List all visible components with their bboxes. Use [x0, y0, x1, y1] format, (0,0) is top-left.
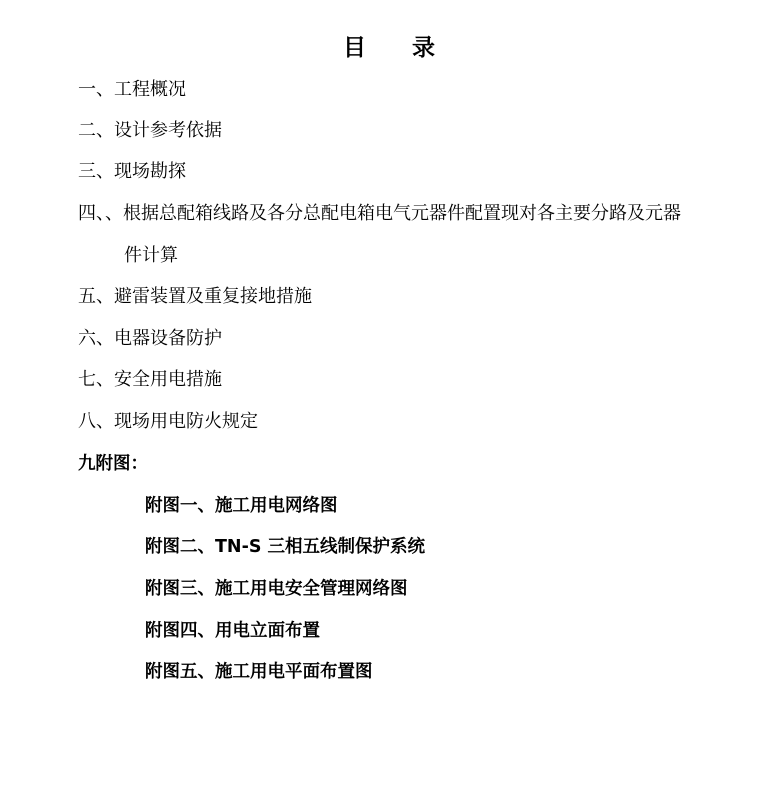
- appendix-item-3: 附图三、施工用电安全管理网络图: [145, 579, 408, 599]
- toc-item-4-continuation: 件计算: [124, 245, 178, 266]
- toc-item-4: 四、、根据总配箱线路及各分总配电箱电气元器件配置现对各主要分路及元器: [78, 203, 681, 224]
- toc-item-1: 一、工程概况: [78, 79, 186, 100]
- page-title: 目 录: [343, 35, 435, 61]
- toc-item-3: 三、现场勘探: [78, 161, 186, 182]
- toc-item-7: 七、安全用电措施: [78, 369, 222, 390]
- appendix-item-2: 附图二、TN-S 三相五线制保护系统: [145, 537, 426, 557]
- appendix-item-1: 附图一、施工用电网络图: [145, 496, 338, 516]
- toc-item-6: 六、电器设备防护: [78, 328, 222, 349]
- toc-item-5: 五、避雷装置及重复接地措施: [78, 286, 312, 307]
- appendix-item-5: 附图五、施工用电平面布置图: [145, 662, 373, 682]
- appendix-item-4: 附图四、用电立面布置: [145, 621, 320, 641]
- toc-item-8: 八、现场用电防火规定: [78, 411, 258, 432]
- toc-item-2: 二、设计参考依据: [78, 120, 222, 141]
- toc-item-9: 九附图：: [78, 454, 148, 474]
